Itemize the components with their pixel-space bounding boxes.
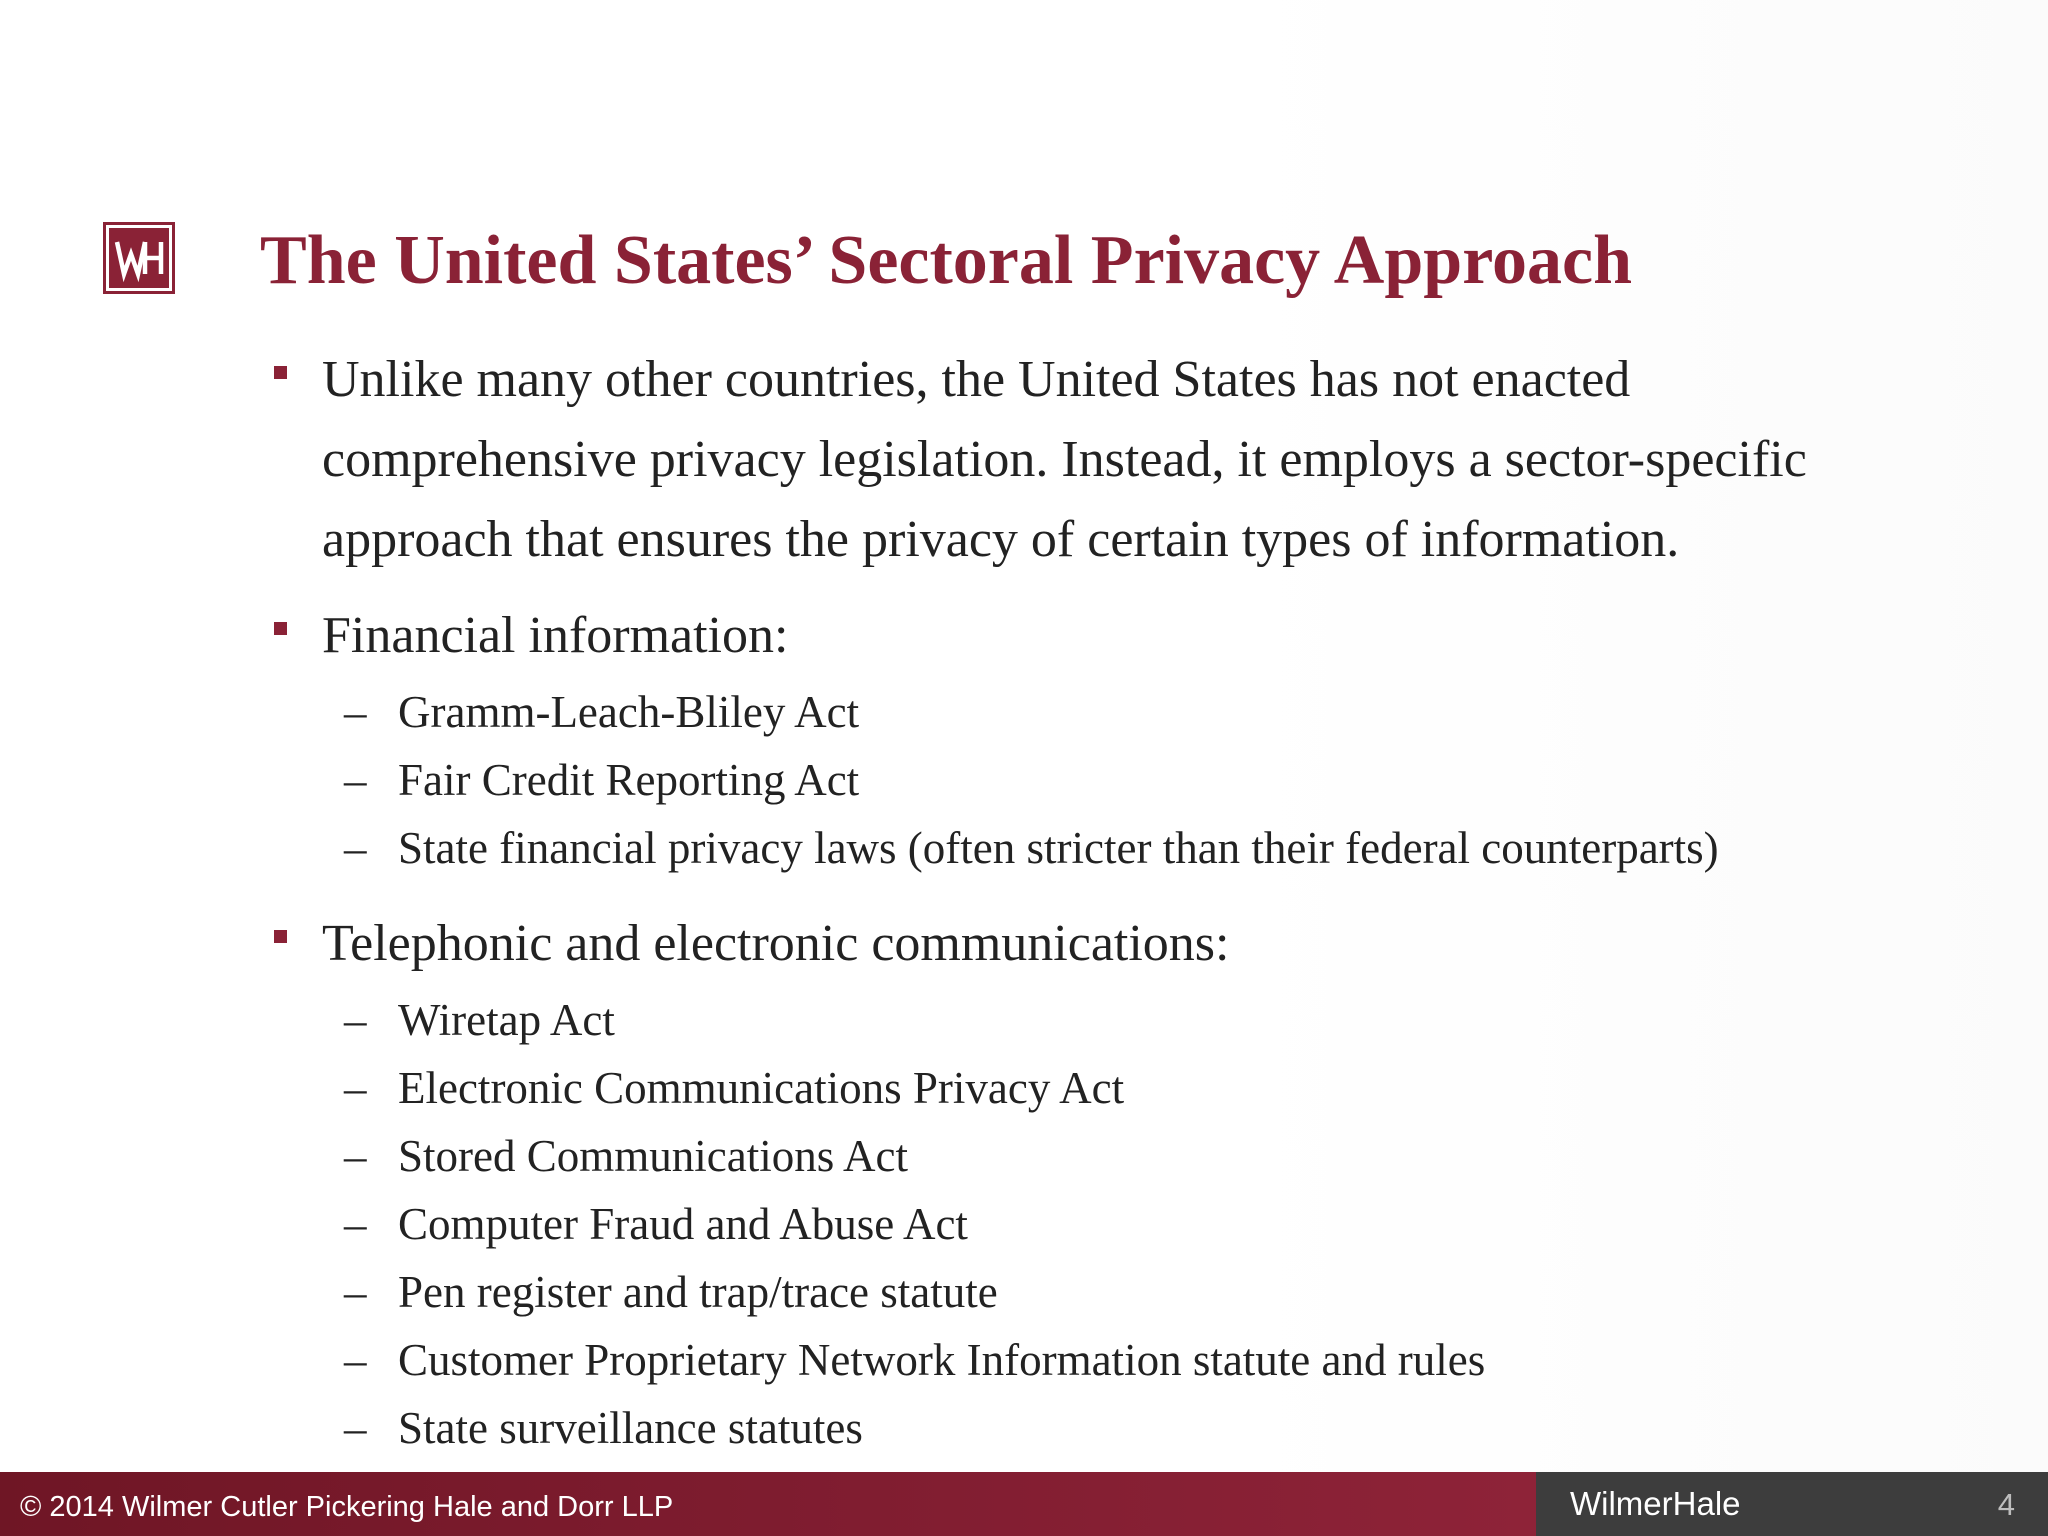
sub-list — [270, 986, 1920, 1462]
sub-text: Stored Communications Act — [398, 1131, 908, 1181]
wilmerhale-logo-icon — [103, 222, 175, 294]
bullet-text: Financial information: — [322, 607, 789, 664]
dash-bullet-icon: – — [344, 1267, 367, 1317]
sub-item — [270, 814, 1920, 882]
copyright-text: © 2014 Wilmer Cutler Pickering Hale and Dorr LLP — [20, 1491, 674, 1523]
dash-bullet-icon: – — [344, 823, 367, 873]
sub-text: Pen register and trap/trace statute — [398, 1267, 998, 1317]
sub-item — [270, 1258, 1920, 1326]
sub-list — [270, 678, 1920, 882]
sub-item — [270, 986, 1920, 1054]
sub-text: Fair Credit Reporting Act — [398, 755, 860, 805]
sub-text: Wiretap Act — [398, 995, 615, 1045]
footer-bar — [0, 1472, 2048, 1536]
bullet-item — [270, 904, 1920, 984]
sub-text: Electronic Communications Privacy Act — [398, 1063, 1125, 1113]
sub-item — [270, 1054, 1920, 1122]
dash-bullet-icon: – — [344, 1063, 367, 1113]
sub-text: State surveillance statutes — [398, 1403, 863, 1453]
bullet-item — [270, 340, 1920, 580]
sub-text: Computer Fraud and Abuse Act — [398, 1199, 968, 1249]
sub-item — [270, 746, 1920, 814]
square-bullet-icon — [274, 622, 287, 635]
sub-item — [270, 1326, 1920, 1394]
sub-item — [270, 1190, 1920, 1258]
bullet-item — [270, 596, 1920, 676]
dash-bullet-icon: – — [344, 995, 367, 1045]
sub-text: Gramm-Leach-Bliley Act — [398, 687, 860, 737]
page-number: 4 — [1997, 1487, 2015, 1522]
square-bullet-icon — [274, 366, 287, 379]
footer-brand: WilmerHale — [1570, 1485, 1741, 1522]
square-bullet-icon — [274, 930, 287, 943]
sub-text: Customer Proprietary Network Information statute and rules — [398, 1335, 1486, 1385]
dash-bullet-icon: – — [344, 1403, 367, 1453]
slide-title: The United States’ Sectoral Privacy Approach — [260, 222, 1633, 299]
sub-item — [270, 678, 1920, 746]
dash-bullet-icon: – — [344, 755, 367, 805]
dash-bullet-icon: – — [344, 1335, 367, 1385]
sub-text: State financial privacy laws (often stricter than their federal counterparts) — [398, 823, 1719, 873]
dash-bullet-icon: – — [344, 1131, 367, 1181]
slide-content — [270, 340, 1920, 1462]
sub-item — [270, 1394, 1920, 1462]
dash-bullet-icon: – — [344, 687, 367, 737]
bullet-text: Telephonic and electronic communications: — [322, 915, 1230, 972]
bullet-text: Unlike many other countries, the United States has not enacted comprehensive privacy legislation. Instead, it employs a sector-specific approach that ensures the privacy of certain types of information. — [322, 351, 1807, 568]
dash-bullet-icon: – — [344, 1199, 367, 1249]
sub-item — [270, 1122, 1920, 1190]
